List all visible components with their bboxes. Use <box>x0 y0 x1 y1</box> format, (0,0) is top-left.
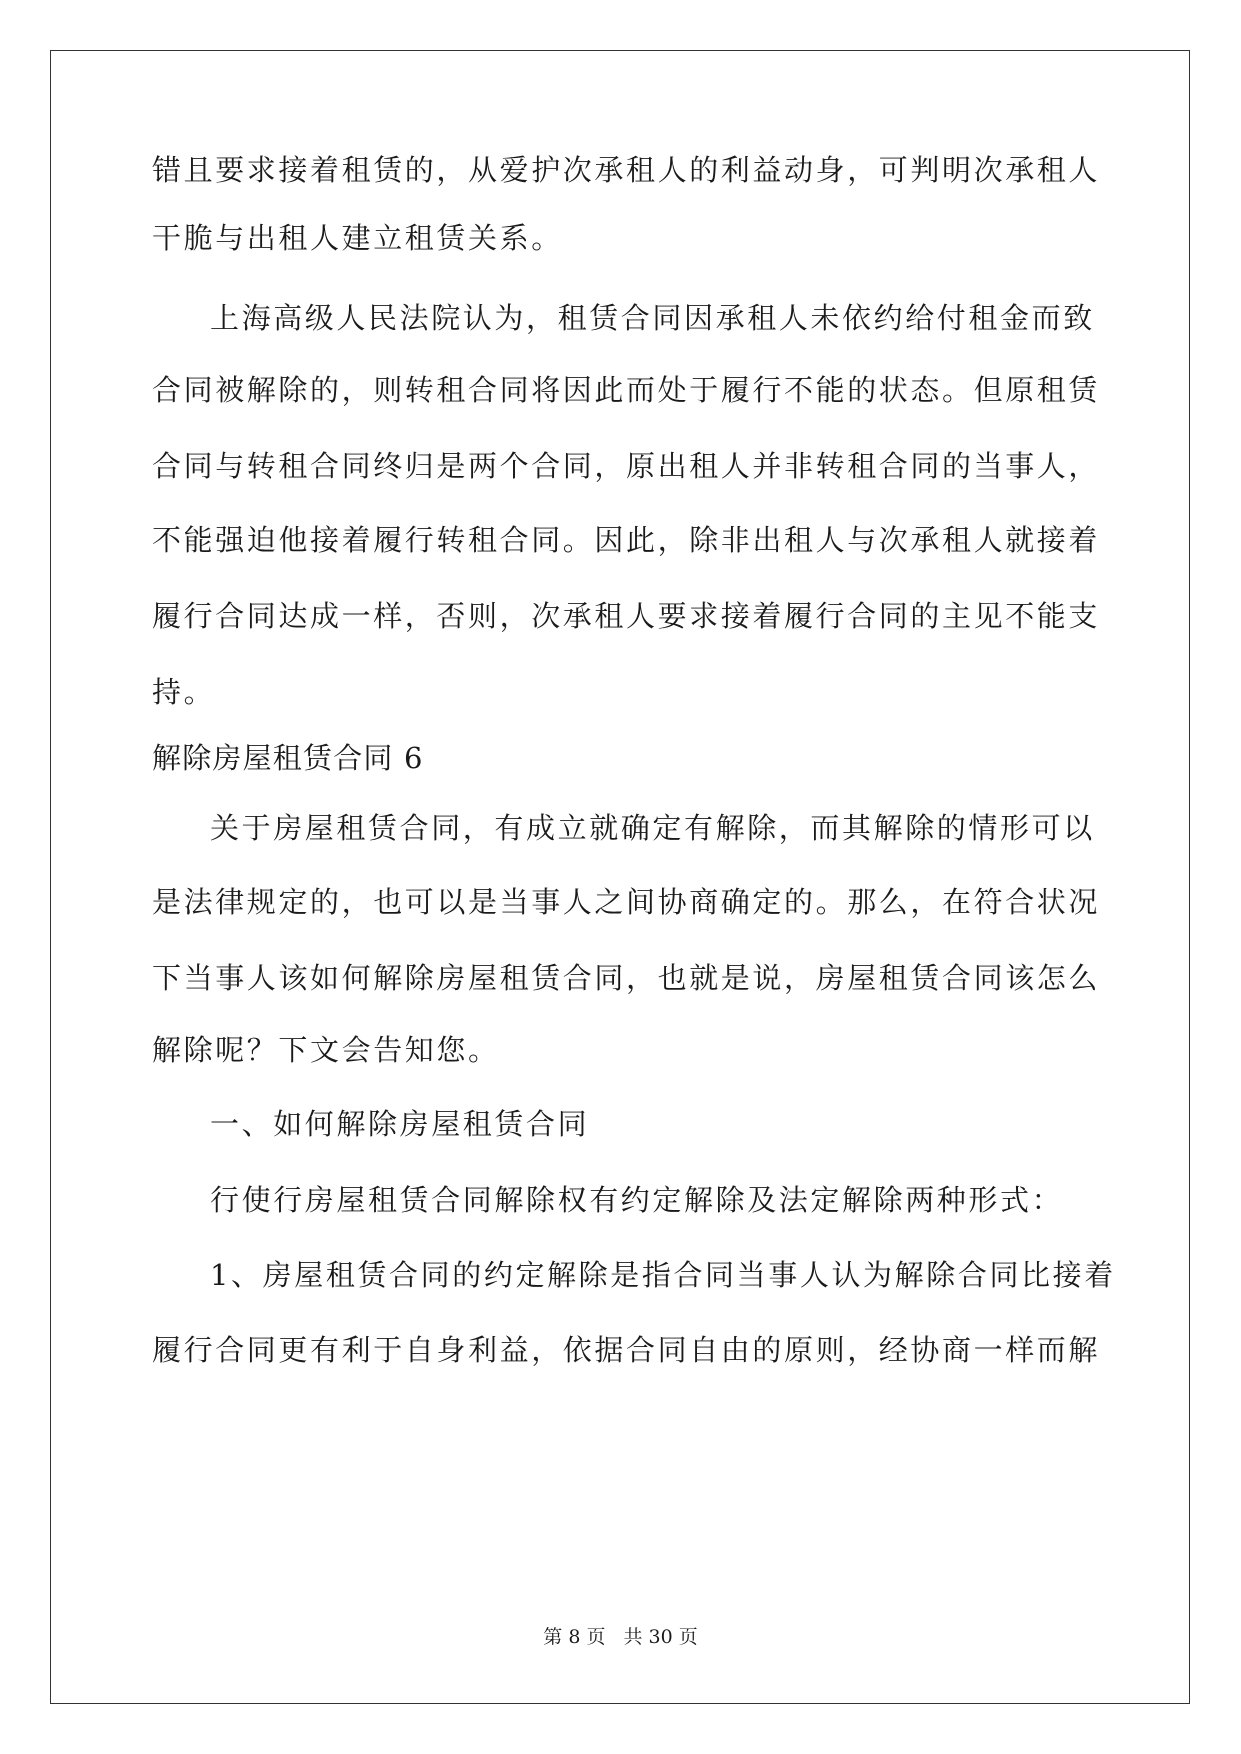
page-total: 共 30 页 <box>623 1626 698 1648</box>
page-footer <box>0 1625 1241 1649</box>
page-number: 第 8 页 <box>543 1626 606 1648</box>
text-line: 下当事人该如何解除房屋租赁合同，也就是说，房屋租赁合同该怎么 <box>152 961 1101 995</box>
text-line: 履行合同达成一样，否则，次承租人要求接着履行合同的主见不能支 <box>152 599 1101 633</box>
text-line: 履行合同更有利于自身利益，依据合同自由的原则，经协商一样而解 <box>152 1333 1101 1367</box>
text-line: 1、房屋租赁合同的约定解除是指合同当事人认为解除合同比接着 <box>210 1258 1116 1292</box>
text-line: 合同被解除的，则转租合同将因此而处于履行不能的状态。但原租赁 <box>152 373 1101 407</box>
text-line: 行使行房屋租赁合同解除权有约定解除及法定解除两种形式： <box>210 1183 1064 1217</box>
text-line: 错且要求接着租赁的，从爱护次承租人的利益动身，可判明次承租人 <box>152 153 1101 187</box>
text-line: 关于房屋租赁合同，有成立就确定有解除，而其解除的情形可以 <box>210 811 1095 845</box>
text-line: 持。 <box>152 675 216 709</box>
text-line: 干脆与出租人建立租赁关系。 <box>152 221 563 255</box>
text-line: 不能强迫他接着履行转租合同。因此，除非出租人与次承租人就接着 <box>152 523 1101 557</box>
text-line: 是法律规定的，也可以是当事人之间协商确定的。那么，在符合状况 <box>152 885 1101 919</box>
section-heading: 解除房屋租赁合同 6 <box>152 741 424 775</box>
text-line: 合同与转租合同终归是两个合同，原出租人并非转租合同的当事人， <box>152 449 1101 483</box>
text-line: 上海高级人民法院认为，租赁合同因承租人未依约给付租金而致 <box>210 301 1095 335</box>
text-line: 一、如何解除房屋租赁合同 <box>210 1107 590 1141</box>
text-line: 解除呢？下文会告知您。 <box>152 1033 500 1067</box>
